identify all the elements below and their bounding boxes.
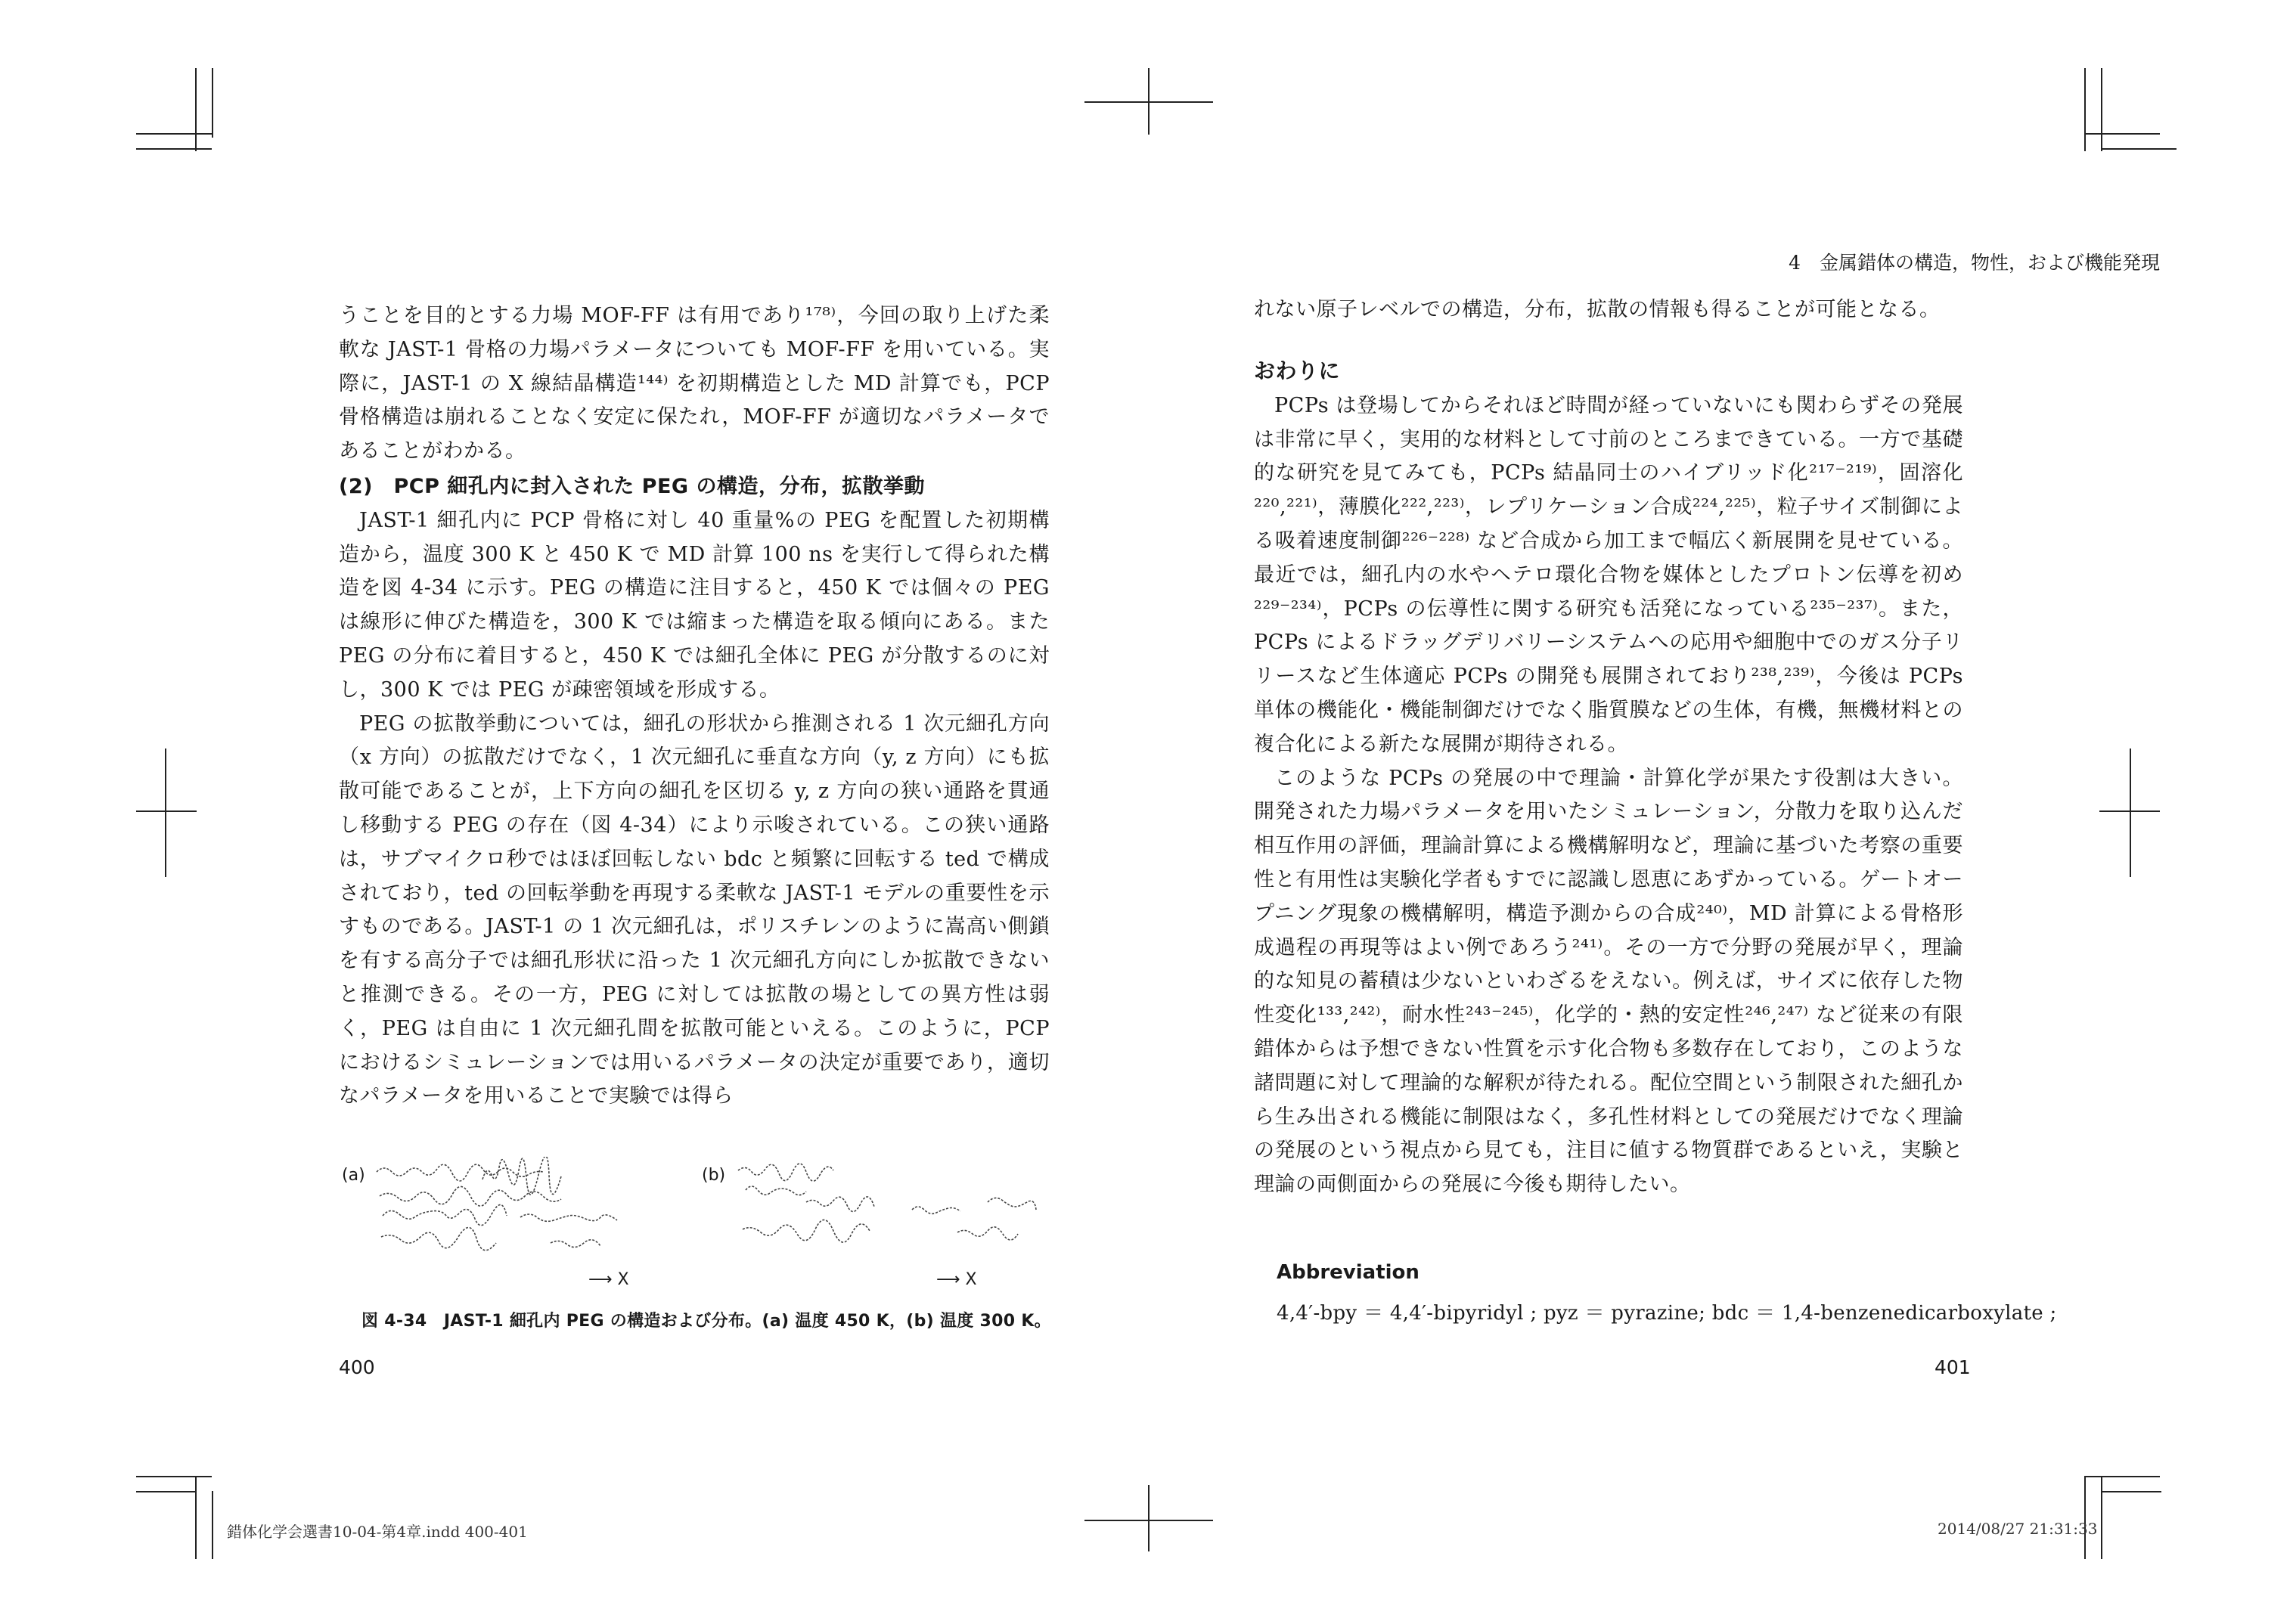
section-heading-owarini: おわりに: [1254, 358, 1341, 383]
peg-chain-image-b: [731, 1157, 1048, 1263]
left-paragraph-1: うことを目的とする力場 MOF-FF は有用であり¹⁷⁸⁾，今回の取り上げた柔軟な JAST-1 骨格の力場パラメータについても MOF-FF を用いている。実際に，JAST-1 の X 線結晶構造¹⁴⁴⁾ を初期構造とした MD 計算でも，PCP 骨格構造は崩れることなく安定に保たれ，MOF-FF が適切なパラメータであることがわかる。: [339, 304, 1050, 463]
page-number-left: 400: [339, 1356, 375, 1378]
section-heading-2: (2) PCP 細孔内に封入された PEG の構造，分布，拡散挙動: [339, 474, 925, 498]
figure-4-34: [339, 1157, 1050, 1331]
right-continuation: れない原子レベルでの構造，分布，拡散の情報も得ることが可能となる。: [1254, 298, 1941, 321]
file-slug-right: 2014/08/27 21:31:33: [1938, 1520, 2098, 1538]
x-axis-arrow-a: ⟶ X: [588, 1270, 629, 1289]
right-page: [1148, 0, 2296, 1621]
left-paragraph-3: PEG の拡散挙動については，細孔の形状から推測される 1 次元細孔方向（x 方向）の拡散だけでなく，1 次元細孔に垂直な方向（y, z 方向）にも拡散可能であることが，上下方向の細孔を区切る y, z 方向の狭い通路を貫通し移動する PEG の存在（図 4-34）により示唆されている。この狭い通路は，サブマイクロ秒ではほぼ回転しない bdc と頻繁に回転する ted で構成されており，ted の回転挙動を再現する柔軟な JAST-1 モデルの重要性を示すものである。JAST-1 の 1 次元細孔は，ポリスチレンのように嵩高い側鎖を有する高分子では細孔形状に沿った 1 次元細孔方向にしか拡散できないと推測できる。その一方，PEG に対しては拡散の場としての異方性は弱く，PEG は自由に 1 次元細孔間を拡散可能といえる。このように，PCP におけるシミュレーションでは用いるパラメータの決定が重要であり，適切なパラメータを用いることで実験では得ら: [339, 711, 1050, 1108]
left-paragraph-2: JAST-1 細孔内に PCP 骨格に対し 40 重量%の PEG を配置した初期構造から，温度 300 K と 450 K で MD 計算 100 ns を実行して得られた構造を図 4-34 に示す。PEG の構造に注目すると，450 K では個々の PEG は線形に伸びた構造を，300 K では縮まった構造を取る傾向にある。また PEG の分布に着目すると，450 K では細孔全体に PEG が分散するのに対し，300 K では PEG が疎密領域を形成する。: [339, 508, 1050, 702]
running-head: 4 金属錯体の構造，物性，および機能発現: [1789, 252, 2160, 274]
right-paragraph-2: このような PCPs の発展の中で理論・計算化学が果たす役割は大きい。開発された力場パラメータを用いたシミュレーション，分散力を取り込んだ相互作用の評価，理論計算による機構解明など，理論に基づいた考察の重要性と有用性は実験化学者もすでに認識し恩恵にあずかっている。ゲートオープニング現象の機構解明，構造予測からの合成²⁴⁰⁾，MD 計算による骨格形成過程の再現等はよい例であろう²⁴¹⁾。その一方で分野の発展が早く，理論的な知見の蓄積は少ないといわざるをえない。例えば，サイズに依存した物性変化¹³³,²⁴²⁾，耐水性²⁴³⁻²⁴⁵⁾，化学的・熱的安定性²⁴⁶,²⁴⁷⁾ など従来の有限錯体からは予想できない性質を示す化合物も多数存在しており，このような諸問題に対して理論的な解釈が待たれる。配位空間という制限された細孔から生み出される機能に制限はなく，多孔性材料としての発展だけでなく理論の発展のという視点から見ても，注目に値する物質群であるといえ，実験と理論の両側面からの発展に今後も期待したい。: [1254, 766, 1963, 1197]
abbreviation-text: 4,4′-bpy ＝ 4,4′-bipyridyl ; pyz ＝ pyrazine; bdc ＝ 1,4-benzenedicarboxylate ;: [1277, 1302, 2057, 1325]
right-body: [1254, 293, 1963, 1202]
abbreviation-heading: Abbreviation: [1277, 1261, 1419, 1284]
file-slug-left: 錯体化学会選書10-04-第4章.indd 400-401: [227, 1523, 528, 1541]
figure-panel-label-a: (a): [342, 1166, 365, 1185]
left-body: [339, 299, 1050, 1114]
x-axis-arrow-b: ⟶ X: [936, 1270, 977, 1289]
page-number-right: 401: [1935, 1356, 1971, 1378]
figure-panel-label-b: (b): [702, 1166, 726, 1185]
figure-caption: 図 4-34 JAST-1 細孔内 PEG の構造および分布。(a) 温度 450 K，(b) 温度 300 K。: [361, 1312, 1051, 1331]
peg-chain-image-a: [369, 1157, 679, 1263]
right-paragraph-1: PCPs は登場してからそれほど時間が経っていないにも関わらずその発展は非常に早く，実用的な材料として寸前のところまできている。一方で基礎的な研究を見てみても，PCPs 結晶同士のハイブリッド化²¹⁷⁻²¹⁹⁾，固溶化²²⁰,²²¹⁾，薄膜化²²²,²²³⁾，レプリケーション合成²²⁴,²²⁵⁾，粒子サイズ制御による吸着速度制御²²⁶⁻²²⁸⁾ など合成から加工まで幅広く新展開を見せている。最近では，細孔内の水やヘテロ環化合物を媒体としたプロトン伝導を初め²²⁹⁻²³⁴⁾，PCPs の伝導性に関する研究も活発になっている²³⁵⁻²³⁷⁾。また，PCPs によるドラッグデリバリーシステムへの応用や細胞中でのガス分子リリースなど生体適応 PCPs の開発も展開されており²³⁸,²³⁹⁾，今後は PCPs 単体の機能化・機能制御だけでなく脂質膜などの生体，有機，無機材料との複合化による新たな展開が期待される。: [1254, 393, 1963, 756]
